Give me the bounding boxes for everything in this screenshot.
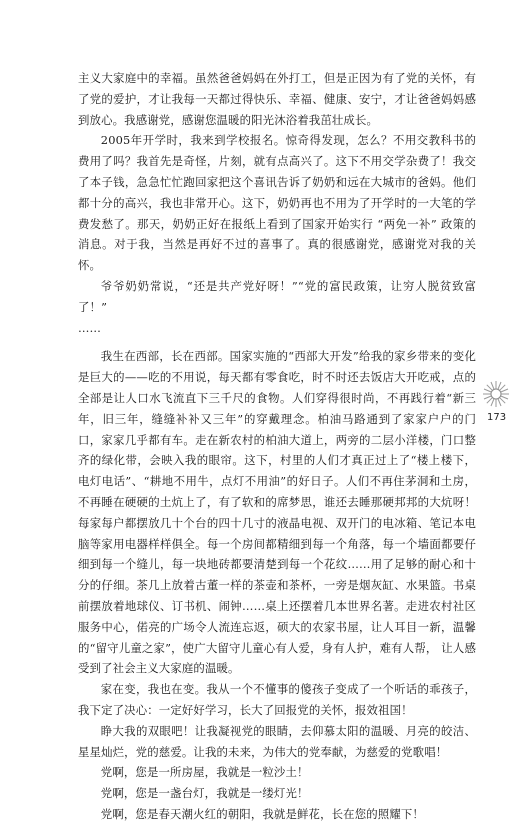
section-gap bbox=[78, 338, 476, 346]
paragraph-5: 家在变，我也在变。我从一个不懂事的傻孩子变成了一个听话的乖孩子，我下定了决心：一定好好学习，长大了回报党的关怀，报效祖国！ bbox=[78, 682, 476, 717]
paragraph-6: 睁大我的双眼吧！让我凝视党的眼睛，去仰慕太阳的温暖、月亮的皎洁、星星灿烂，党的慈爱。让我的未来，为伟大的党奉献，为慈爱的党歌唱！ bbox=[78, 723, 476, 759]
paragraph-2: 2005年开学时，我来到学校报名。惊奇得发现，怎么？不用交教科书的费用了吗？我首先是奇怪，片刻，就有点高兴了。这下不用交学杂费了！我交了本子钱，急急忙忙跑回家把这个喜讯告诉了奶奶和远在大城市的爸妈。他们都十分的高兴，我也非常开心。这下，奶奶再也不用为了开学时的一大笔的学费发愁了。那天，奶奶正好在报纸上看到了国家开始实行 “两免一补” 政策的消息。对于我，当然是再好不过的喜事了。真的很感谢党，感谢党对我的关怀。 bbox=[78, 133, 476, 273]
body-text bbox=[78, 68, 476, 825]
paragraph-8: 党啊，您是一盏台灯，我就是一缕灯光！ bbox=[100, 786, 309, 801]
ellipsis-line: …… bbox=[78, 320, 102, 335]
sunburst-ornament-icon bbox=[482, 380, 510, 408]
paragraph-1: 主义大家庭中的幸福。虽然爸爸妈妈在外打工，但是正因为有了党的关怀，有了党的爱护，才让我每一天都过得快乐、幸福、健康、安宁，才让爸爸妈妈感到放心。我感谢党，感谢您温暖的阳光沐浴着我茁壮成长。 bbox=[78, 71, 476, 127]
page-number: 173 bbox=[487, 412, 507, 423]
paragraph-3: 爷爷奶奶常说，“还是共产党好呀！”“党的富民政策，让穷人脱贫致富了！” bbox=[78, 278, 476, 314]
paragraph-4: 我生在西部，长在西部。国家实施的“西部大开发”给我的家乡带来的变化是巨大的——吃的不用说，每天都有零食吃，时不时还去饭店大开吃戒，点的全部是让人口水飞流直下三千尺的食物。人们穿得很时尚，不再践行着“新三年，旧三年，缝缝补补又三年”的穿戴理念。柏油马路通到了家家户户的门口，家家几乎都有车。走在新农村的柏油大道上，两旁的二层小洋楼，门口整齐的绿化带，会映入我的眼帘。这下，村里的人们才真正过上了“楼上楼下，电灯电话”、“耕地不用牛，点灯不用油”的好日子。人们不再住茅洞和土房，不再睡在硬硬的土炕上了，有了软和的席梦思，谁还去睡那硬邦邦的大炕呀！每家每户都摆放几十个台的四十几寸的液晶电视、双开门的电冰箱、笔记本电脑等家用电器样样俱全。每一个房间都精细到每一个角落，每一个墙面都要仔细到每一个缝儿，每一块地砖都要清楚到每一个花纹……用了足够的耐心和十分的仔细。茶几上放着古董一样的茶壶和茶杯，一旁是烟灰缸、水果篮。书桌前摆放着地球仪、订书机、闹钟……桌上还摆着几本世界名著。走进农村社区服务中心，偌亮的广场令人流连忘返，硕大的农家书屋，让人耳目一新，温馨的“留守儿童之家”，使广大留守儿童心有人爱，身有人护，难有人帮， 让人感受到了社会主义大家庭的温暖。 bbox=[78, 349, 476, 676]
paragraph-9: 党啊，您是春天潮火红的朝阳，我就是鲜花，长在您的照耀下！ bbox=[100, 806, 424, 821]
paragraph-7: 党啊，您是一所房屋，我就是一粒沙土！ bbox=[100, 765, 309, 780]
